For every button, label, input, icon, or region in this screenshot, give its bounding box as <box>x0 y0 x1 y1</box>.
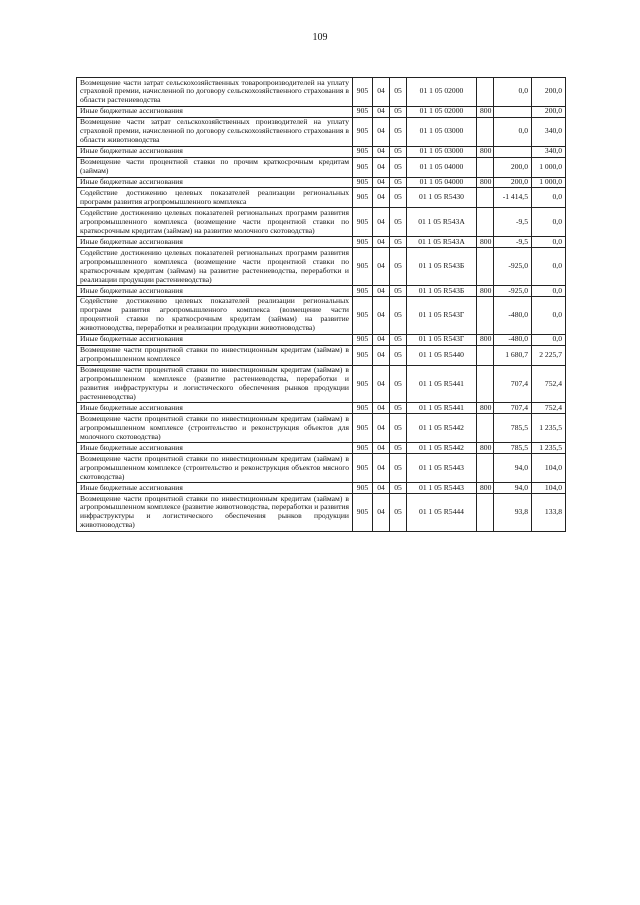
row-name-cell: Содействие достижению целевых показателей региональных программ развития агропромышленного комплекса (возмещение части процентной ставки по краткосрочным кредитам (займам) на развитие молочного скотоводства) <box>77 208 353 237</box>
section-code-cell: 04 <box>373 334 390 345</box>
table-row <box>77 443 566 454</box>
amount-total-cell: 133,8 <box>532 494 566 532</box>
section-code-cell: 04 <box>373 483 390 494</box>
expense-type-cell <box>477 454 494 483</box>
expense-type-cell <box>477 345 494 365</box>
row-name-cell: Возмещение части процентной ставки по инвестиционным кредитам (займам) в агропромышленном комплексе <box>77 345 353 365</box>
target-article-cell: 01 1 05 R543Б <box>407 286 477 297</box>
row-name-cell: Возмещение части процентной ставки по инвестиционным кредитам (займам) в агропромышленном комплексе (строительство и реконструкция объектов мясного скотоводства) <box>77 454 353 483</box>
grbs-code-cell: 905 <box>353 334 373 345</box>
amount-change-cell: 200,0 <box>494 177 532 188</box>
amount-total-cell: 2 225,7 <box>532 345 566 365</box>
row-name-cell: Иные бюджетные ассигнования <box>77 443 353 454</box>
subsection-code-cell: 05 <box>390 78 407 107</box>
section-code-cell: 04 <box>373 414 390 443</box>
amount-change-cell: 200,0 <box>494 157 532 177</box>
expense-type-cell <box>477 414 494 443</box>
target-article-cell: 01 1 05 R543Г <box>407 296 477 334</box>
target-article-cell: 01 1 05 04000 <box>407 177 477 188</box>
amount-change-cell: 1 680,7 <box>494 345 532 365</box>
grbs-code-cell: 905 <box>353 237 373 248</box>
grbs-code-cell: 905 <box>353 414 373 443</box>
table-row <box>77 237 566 248</box>
amount-change-cell <box>494 106 532 117</box>
amount-change-cell: -480,0 <box>494 334 532 345</box>
target-article-cell: 01 1 05 02000 <box>407 78 477 107</box>
grbs-code-cell: 905 <box>353 345 373 365</box>
amount-change-cell: 0,0 <box>494 78 532 107</box>
table-row <box>77 494 566 532</box>
grbs-code-cell: 905 <box>353 117 373 146</box>
amount-change-cell: 94,0 <box>494 483 532 494</box>
grbs-code-cell: 905 <box>353 146 373 157</box>
amount-change-cell: 93,8 <box>494 494 532 532</box>
section-code-cell: 04 <box>373 177 390 188</box>
grbs-code-cell: 905 <box>353 454 373 483</box>
grbs-code-cell: 905 <box>353 296 373 334</box>
amount-total-cell: 1 000,0 <box>532 157 566 177</box>
subsection-code-cell: 05 <box>390 237 407 248</box>
section-code-cell: 04 <box>373 117 390 146</box>
subsection-code-cell: 05 <box>390 248 407 286</box>
amount-change-cell: 0,0 <box>494 117 532 146</box>
target-article-cell: 01 1 05 R5441 <box>407 403 477 414</box>
amount-total-cell: 0,0 <box>532 237 566 248</box>
subsection-code-cell: 05 <box>390 286 407 297</box>
row-name-cell: Возмещение части затрат сельскохозяйственных товаропроизводителей на уплату страховой премии, начисленной по договору сельскохозяйственного страхования в области растениеводства <box>77 78 353 107</box>
grbs-code-cell: 905 <box>353 78 373 107</box>
row-name-cell: Иные бюджетные ассигнования <box>77 177 353 188</box>
amount-total-cell: 200,0 <box>532 78 566 107</box>
amount-total-cell: 1 235,5 <box>532 443 566 454</box>
expense-type-cell: 800 <box>477 146 494 157</box>
row-name-cell: Возмещение части процентной ставки по инвестиционным кредитам (займам) в агропромышленном комплексе (развитие животноводства, переработки и развития инфраструктуры и логистического обеспечения рынков продукции животноводства) <box>77 494 353 532</box>
table-row <box>77 296 566 334</box>
target-article-cell: 01 1 05 R543Г <box>407 334 477 345</box>
amount-change-cell: -1 414,5 <box>494 188 532 208</box>
subsection-code-cell: 05 <box>390 345 407 365</box>
section-code-cell: 04 <box>373 454 390 483</box>
amount-total-cell: 0,0 <box>532 208 566 237</box>
expense-type-cell <box>477 296 494 334</box>
subsection-code-cell: 05 <box>390 443 407 454</box>
target-article-cell: 01 1 05 R5440 <box>407 345 477 365</box>
amount-change-cell: -9,5 <box>494 237 532 248</box>
target-article-cell: 01 1 05 R5443 <box>407 483 477 494</box>
table-row <box>77 208 566 237</box>
expense-type-cell: 800 <box>477 403 494 414</box>
amount-total-cell: 752,4 <box>532 365 566 403</box>
section-code-cell: 04 <box>373 146 390 157</box>
expense-type-cell: 800 <box>477 177 494 188</box>
row-name-cell: Иные бюджетные ассигнования <box>77 237 353 248</box>
table-row <box>77 188 566 208</box>
target-article-cell: 01 1 05 R543А <box>407 208 477 237</box>
target-article-cell: 01 1 05 R5443 <box>407 454 477 483</box>
table-body <box>77 78 566 532</box>
subsection-code-cell: 05 <box>390 365 407 403</box>
amount-total-cell: 0,0 <box>532 248 566 286</box>
grbs-code-cell: 905 <box>353 157 373 177</box>
grbs-code-cell: 905 <box>353 188 373 208</box>
amount-total-cell: 0,0 <box>532 334 566 345</box>
subsection-code-cell: 05 <box>390 106 407 117</box>
section-code-cell: 04 <box>373 188 390 208</box>
table-row <box>77 177 566 188</box>
budget-table <box>76 77 566 532</box>
grbs-code-cell: 905 <box>353 403 373 414</box>
row-name-cell: Возмещение части затрат сельскохозяйственных производителей на уплату страховой премии, начисленной по договору сельскохозяйственного страхования в области животноводства <box>77 117 353 146</box>
target-article-cell: 01 1 05 R5430 <box>407 188 477 208</box>
subsection-code-cell: 05 <box>390 414 407 443</box>
section-code-cell: 04 <box>373 106 390 117</box>
section-code-cell: 04 <box>373 494 390 532</box>
expense-type-cell <box>477 248 494 286</box>
subsection-code-cell: 05 <box>390 454 407 483</box>
amount-change-cell: 94,0 <box>494 454 532 483</box>
table-row <box>77 334 566 345</box>
amount-total-cell: 752,4 <box>532 403 566 414</box>
subsection-code-cell: 05 <box>390 334 407 345</box>
row-name-cell: Иные бюджетные ассигнования <box>77 286 353 297</box>
table-row <box>77 286 566 297</box>
amount-total-cell: 340,0 <box>532 146 566 157</box>
table-row <box>77 146 566 157</box>
section-code-cell: 04 <box>373 403 390 414</box>
section-code-cell: 04 <box>373 345 390 365</box>
row-name-cell: Возмещение части процентной ставки по инвестиционным кредитам (займам) в агропромышленном комплексе (развитие растениеводства, переработки и развития инфраструктуры и логистического обеспечения рынков продукции растениеводства) <box>77 365 353 403</box>
expense-type-cell <box>477 494 494 532</box>
expense-type-cell: 800 <box>477 334 494 345</box>
expense-type-cell: 800 <box>477 237 494 248</box>
section-code-cell: 04 <box>373 237 390 248</box>
target-article-cell: 01 1 05 03000 <box>407 146 477 157</box>
row-name-cell: Иные бюджетные ассигнования <box>77 403 353 414</box>
amount-change-cell: -925,0 <box>494 286 532 297</box>
amount-total-cell: 1 000,0 <box>532 177 566 188</box>
subsection-code-cell: 05 <box>390 157 407 177</box>
table-row <box>77 106 566 117</box>
section-code-cell: 04 <box>373 443 390 454</box>
amount-change-cell: 785,5 <box>494 443 532 454</box>
subsection-code-cell: 05 <box>390 188 407 208</box>
row-name-cell: Содействие достижению целевых показателей реализации региональных программ развития агропромышленного комплекса (возмещение части процентной ставки по краткосрочным кредитам (займам) на развитие животноводства, переработки и реализации продукции животноводства) <box>77 296 353 334</box>
section-code-cell: 04 <box>373 157 390 177</box>
amount-total-cell: 0,0 <box>532 188 566 208</box>
target-article-cell: 01 1 05 R5444 <box>407 494 477 532</box>
amount-change-cell: 707,4 <box>494 365 532 403</box>
grbs-code-cell: 905 <box>353 365 373 403</box>
target-article-cell: 01 1 05 02000 <box>407 106 477 117</box>
subsection-code-cell: 05 <box>390 177 407 188</box>
amount-total-cell: 0,0 <box>532 296 566 334</box>
target-article-cell: 01 1 05 R5442 <box>407 443 477 454</box>
grbs-code-cell: 905 <box>353 208 373 237</box>
subsection-code-cell: 05 <box>390 403 407 414</box>
target-article-cell: 01 1 05 R5442 <box>407 414 477 443</box>
grbs-code-cell: 905 <box>353 177 373 188</box>
expense-type-cell <box>477 157 494 177</box>
row-name-cell: Содействие достижению целевых показателей реализации региональных программ развития агропромышленного комплекса <box>77 188 353 208</box>
subsection-code-cell: 05 <box>390 494 407 532</box>
grbs-code-cell: 905 <box>353 443 373 454</box>
expense-type-cell <box>477 188 494 208</box>
table-row <box>77 157 566 177</box>
subsection-code-cell: 05 <box>390 483 407 494</box>
expense-type-cell: 800 <box>477 286 494 297</box>
row-name-cell: Иные бюджетные ассигнования <box>77 146 353 157</box>
expense-type-cell: 800 <box>477 443 494 454</box>
grbs-code-cell: 905 <box>353 286 373 297</box>
table-row <box>77 345 566 365</box>
table-row <box>77 117 566 146</box>
amount-total-cell: 340,0 <box>532 117 566 146</box>
subsection-code-cell: 05 <box>390 117 407 146</box>
grbs-code-cell: 905 <box>353 483 373 494</box>
amount-total-cell: 104,0 <box>532 483 566 494</box>
target-article-cell: 01 1 05 R5441 <box>407 365 477 403</box>
target-article-cell: 01 1 05 04000 <box>407 157 477 177</box>
section-code-cell: 04 <box>373 286 390 297</box>
expense-type-cell: 800 <box>477 106 494 117</box>
expense-type-cell <box>477 117 494 146</box>
row-name-cell: Возмещение части процентной ставки по прочим краткосрочным кредитам (займам) <box>77 157 353 177</box>
expense-type-cell <box>477 208 494 237</box>
row-name-cell: Иные бюджетные ассигнования <box>77 483 353 494</box>
row-name-cell: Иные бюджетные ассигнования <box>77 106 353 117</box>
row-name-cell: Иные бюджетные ассигнования <box>77 334 353 345</box>
amount-total-cell: 104,0 <box>532 454 566 483</box>
subsection-code-cell: 05 <box>390 146 407 157</box>
grbs-code-cell: 905 <box>353 248 373 286</box>
grbs-code-cell: 905 <box>353 494 373 532</box>
table-row <box>77 78 566 107</box>
grbs-code-cell: 905 <box>353 106 373 117</box>
target-article-cell: 01 1 05 R543А <box>407 237 477 248</box>
table-row <box>77 248 566 286</box>
section-code-cell: 04 <box>373 78 390 107</box>
amount-change-cell: -9,5 <box>494 208 532 237</box>
target-article-cell: 01 1 05 R543Б <box>407 248 477 286</box>
amount-change-cell: -925,0 <box>494 248 532 286</box>
amount-total-cell: 1 235,5 <box>532 414 566 443</box>
amount-total-cell: 200,0 <box>532 106 566 117</box>
expense-type-cell <box>477 365 494 403</box>
amount-change-cell: 707,4 <box>494 403 532 414</box>
subsection-code-cell: 05 <box>390 208 407 237</box>
amount-total-cell: 0,0 <box>532 286 566 297</box>
amount-change-cell: 785,5 <box>494 414 532 443</box>
section-code-cell: 04 <box>373 365 390 403</box>
amount-change-cell <box>494 146 532 157</box>
section-code-cell: 04 <box>373 248 390 286</box>
table-row <box>77 403 566 414</box>
amount-change-cell: -480,0 <box>494 296 532 334</box>
expense-type-cell <box>477 78 494 107</box>
row-name-cell: Содействие достижению целевых показателей региональных программ развития агропромышленного комплекса (возмещение части процентной ставки по краткосрочным кредитам (займам) на развитие растениеводства, переработки и реализации продукции растениеводства) <box>77 248 353 286</box>
subsection-code-cell: 05 <box>390 296 407 334</box>
page-number: 109 <box>312 32 328 43</box>
table-row <box>77 454 566 483</box>
table-row <box>77 414 566 443</box>
row-name-cell: Возмещение части процентной ставки по инвестиционным кредитам (займам) в агропромышленном комплексе (строительство и реконструкция объектов для молочного скотоводства) <box>77 414 353 443</box>
table-row <box>77 365 566 403</box>
target-article-cell: 01 1 05 03000 <box>407 117 477 146</box>
expense-type-cell: 800 <box>477 483 494 494</box>
section-code-cell: 04 <box>373 208 390 237</box>
table-row <box>77 483 566 494</box>
section-code-cell: 04 <box>373 296 390 334</box>
